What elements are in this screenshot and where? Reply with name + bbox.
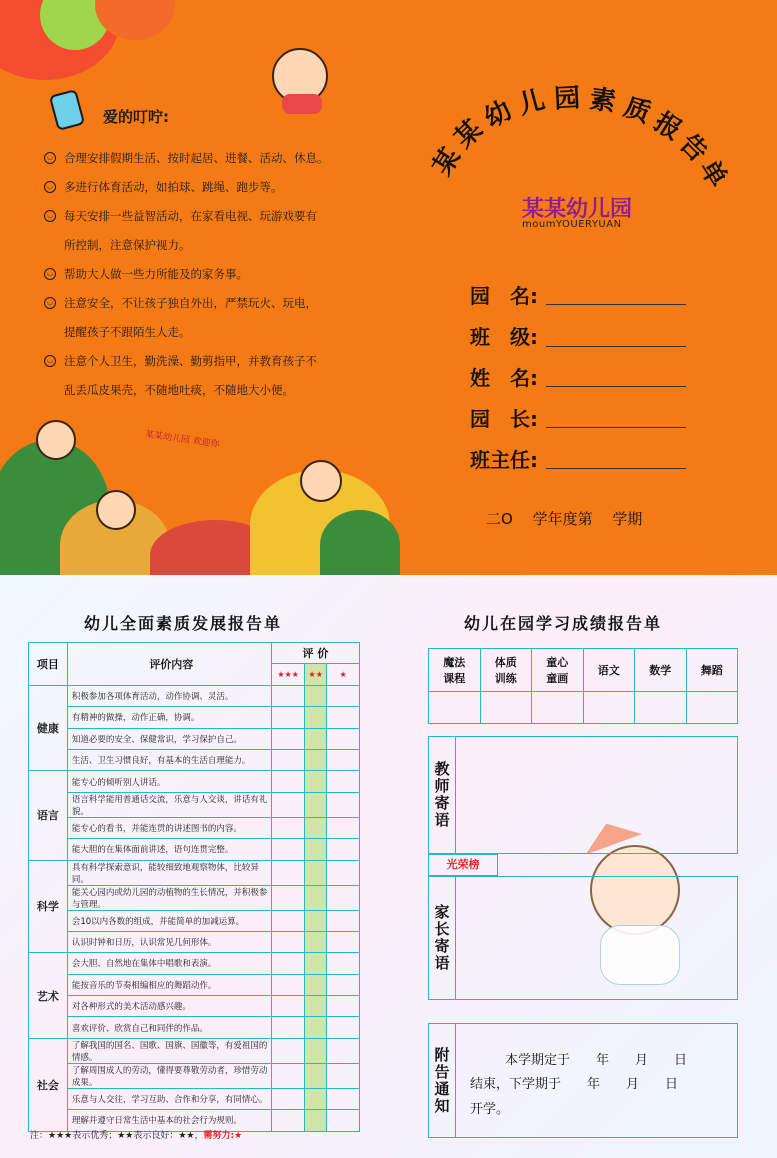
rating-cell[interactable] — [327, 885, 360, 910]
rating-cell[interactable] — [327, 707, 360, 728]
rating-cell[interactable] — [305, 771, 327, 792]
rating-cell[interactable] — [327, 771, 360, 792]
criteria-cell: 能大胆的在集体面前讲述，语句连贯完整。 — [67, 839, 271, 860]
grades-table — [428, 648, 738, 724]
rating-legend — [30, 1128, 242, 1141]
criteria-cell: 会大胆、自然地在集体中唱歌和表演。 — [67, 953, 271, 974]
rating-cell[interactable] — [271, 707, 305, 728]
rating-cell[interactable] — [327, 1063, 360, 1088]
title-char: 幼 — [479, 95, 518, 135]
category-cell: 语言 — [29, 771, 68, 860]
tip-text: 乱丢瓜皮果壳，不随地吐痰，不随地大小便。 — [64, 383, 294, 397]
table-row — [29, 771, 360, 792]
subject-row — [429, 649, 738, 692]
rating-cell[interactable] — [327, 1038, 360, 1063]
rating-cell[interactable] — [327, 860, 360, 885]
title-char: 某 — [427, 142, 467, 181]
field-input-line[interactable] — [546, 468, 686, 469]
rating-cell[interactable] — [271, 728, 305, 749]
rating-cell[interactable] — [271, 1063, 305, 1088]
rating-cell[interactable] — [327, 910, 360, 931]
table-row — [29, 996, 360, 1017]
parent-comment-label: 家长寄语 — [429, 877, 456, 999]
report-sheets — [0, 575, 777, 1158]
tip-item — [44, 260, 344, 289]
criteria-cell: 语言科学能用普通话交流，乐意与人交谈，讲话有礼貌。 — [67, 792, 271, 817]
score-cell[interactable] — [429, 692, 481, 724]
score-cell[interactable] — [480, 692, 532, 724]
criteria-cell: 具有科学探索意识，能较细致地观察物体，比较异同。 — [67, 860, 271, 885]
title-char: 质 — [619, 92, 655, 130]
rating-cell[interactable] — [305, 685, 327, 706]
tip-text: 每天安排一些益智活动，在家看电视、玩游戏要有 — [64, 209, 317, 223]
rating-cell[interactable] — [271, 860, 305, 885]
tip-item — [44, 376, 344, 405]
criteria-cell: 认识时钟和日历，认识常见几何形体。 — [67, 931, 271, 952]
rating-cell[interactable] — [327, 685, 360, 706]
header-eval: 评 价 — [271, 643, 359, 664]
rating-cell[interactable] — [271, 931, 305, 952]
rating-cell[interactable] — [271, 910, 305, 931]
welcome-sign: 某某幼儿园 欢迎你 — [144, 429, 220, 451]
field-input-line[interactable] — [546, 346, 686, 347]
criteria-cell: 对各种形式的美术活动感兴趣。 — [67, 996, 271, 1017]
criteria-cell: 生活、卫生习惯良好，有基本的生活自理能力。 — [67, 749, 271, 770]
title-char: 报 — [648, 107, 687, 147]
title-char: 某 — [448, 114, 489, 155]
field-input-line[interactable] — [546, 304, 686, 305]
tip-item — [44, 144, 344, 173]
rating-cell[interactable] — [305, 839, 327, 860]
tip-text: 多进行体育活动，如拍球、跳绳、跑步等。 — [64, 180, 283, 194]
rating-cell[interactable] — [327, 974, 360, 995]
table-row — [29, 1063, 360, 1088]
rating-cell[interactable] — [305, 974, 327, 995]
category-cell: 社会 — [29, 1038, 68, 1131]
subject-cell: 数学 — [635, 649, 687, 692]
legend-text: 注：★★★表示优秀；★★ — [30, 1131, 134, 1141]
tip-text: 所控制，注意保护视力。 — [64, 238, 191, 252]
table-row — [29, 1038, 360, 1063]
category-cell: 科学 — [29, 860, 68, 953]
criteria-cell: 积极参加各项体育活动，动作协调、灵活。 — [67, 685, 271, 706]
criteria-cell: 了解我国的国名、国歌、国旗、国徽等，有爱祖国的情感。 — [67, 1038, 271, 1063]
rating-cell[interactable] — [327, 931, 360, 952]
tip-item — [44, 318, 344, 347]
rating-cell[interactable] — [271, 885, 305, 910]
field-label: 园 名: — [470, 284, 538, 308]
tips-list — [44, 144, 344, 405]
notice-line: 本学期定于 年 月 日 — [505, 1053, 688, 1068]
rating-cell[interactable] — [271, 771, 305, 792]
subject-cell: 舞蹈 — [686, 649, 738, 692]
honor-roll-label: 光荣榜 — [428, 854, 498, 876]
rating-cell[interactable] — [271, 974, 305, 995]
category-cell: 艺术 — [29, 953, 68, 1039]
legend-star: ★ — [234, 1131, 243, 1141]
tip-text: 注意安全，不让孩子独自外出，严禁玩火、玩电， — [64, 296, 317, 310]
title-char: 素 — [587, 84, 618, 118]
smile-icon: ◡ — [44, 181, 56, 193]
table-row — [29, 953, 360, 974]
rating-cell[interactable] — [271, 996, 305, 1017]
title-char: 告 — [673, 128, 714, 169]
legend-text: 表示良好：★★， — [133, 1131, 204, 1141]
header-item: 项目 — [29, 643, 68, 686]
cover-page — [0, 0, 777, 575]
tip-item — [44, 347, 344, 376]
rating-cell[interactable] — [327, 839, 360, 860]
table-row — [29, 1088, 360, 1109]
title-char: 单 — [693, 154, 733, 193]
logo-subtitle: moumYOUERYUAN — [522, 219, 622, 230]
child-illustration — [36, 420, 76, 460]
child-illustration — [300, 460, 342, 502]
rating-cell[interactable] — [305, 728, 327, 749]
table-row — [29, 685, 360, 706]
tip-item — [44, 173, 344, 202]
criteria-cell: 喜欢评价、欣赏自己和同伴的作品。 — [67, 1017, 271, 1038]
score-cell[interactable] — [532, 692, 584, 724]
table-row — [29, 910, 360, 931]
bush-decor — [320, 510, 400, 575]
criteria-cell: 有精神的做操，动作正确，协调。 — [67, 707, 271, 728]
love-title: 爱的叮咛: — [103, 108, 169, 126]
criteria-cell: 能按音乐的节奏相编相应的舞蹈动作。 — [67, 974, 271, 995]
field-label: 班主任: — [470, 448, 538, 472]
tip-item — [44, 231, 344, 260]
table-row — [29, 860, 360, 885]
title-char: 园 — [553, 83, 581, 115]
rating-cell[interactable] — [327, 953, 360, 974]
rating-cell[interactable] — [305, 707, 327, 728]
notice-label: 附告通知 — [429, 1024, 456, 1137]
table-row — [29, 749, 360, 770]
criteria-cell: 能关心园内或幼儿园的动植物的生长情况，并积极参与管理。 — [67, 885, 271, 910]
smile-icon: ◡ — [44, 210, 56, 222]
rating-cell[interactable] — [305, 996, 327, 1017]
criteria-cell: 理解并遵守日常生活中基本的社会行为规则。 — [67, 1110, 271, 1131]
notice-line: 开学。 — [470, 1102, 510, 1117]
table-row — [29, 728, 360, 749]
subject-cell: 童心 童画 — [532, 649, 584, 692]
rating-cell[interactable] — [327, 792, 360, 817]
criteria-cell: 能专心的看书，并能连贯的讲述图书的内容。 — [67, 817, 271, 838]
category-cell: 健康 — [29, 685, 68, 771]
star-header: ★ — [327, 664, 360, 685]
rating-cell[interactable] — [327, 1110, 360, 1131]
rating-cell[interactable] — [305, 910, 327, 931]
rating-cell[interactable] — [271, 839, 305, 860]
table-row — [29, 931, 360, 952]
teacher-comment-box[interactable] — [428, 736, 738, 854]
table-row — [29, 792, 360, 817]
rating-cell[interactable] — [327, 749, 360, 770]
rating-cell[interactable] — [305, 931, 327, 952]
evaluation-table — [28, 642, 360, 1132]
score-cell[interactable] — [583, 692, 635, 724]
criteria-cell: 知道必要的安全、保健常识，学习保护自己。 — [67, 728, 271, 749]
smile-icon: ◡ — [44, 355, 56, 367]
rating-cell[interactable] — [327, 1017, 360, 1038]
table-row — [29, 974, 360, 995]
header-content: 评价内容 — [67, 643, 271, 686]
smile-icon: ◡ — [44, 297, 56, 309]
rating-cell[interactable] — [305, 953, 327, 974]
score-cell[interactable] — [635, 692, 687, 724]
teacher-comment-label: 教师寄语 — [429, 737, 456, 853]
score-cell[interactable] — [686, 692, 738, 724]
rating-cell[interactable] — [271, 1038, 305, 1063]
field-input-line[interactable] — [546, 427, 686, 428]
table-header-row — [29, 643, 360, 664]
score-row — [429, 692, 738, 724]
legend-text: 需努力: — [203, 1131, 235, 1141]
rating-cell[interactable] — [305, 1110, 327, 1131]
rating-cell[interactable] — [305, 1017, 327, 1038]
tip-text: 提醒孩子不跟陌生人走。 — [64, 325, 191, 339]
subject-cell: 体质 训练 — [480, 649, 532, 692]
child-illustration — [282, 94, 322, 114]
criteria-cell: 能专心的倾听别人讲话。 — [67, 771, 271, 792]
rating-cell[interactable] — [271, 1110, 305, 1131]
rating-cell[interactable] — [327, 817, 360, 838]
rating-cell[interactable] — [327, 1088, 360, 1109]
rating-cell[interactable] — [271, 685, 305, 706]
smile-icon: ◡ — [44, 268, 56, 280]
tip-item — [44, 202, 344, 231]
tip-text: 注意个人卫生，勤洗澡、勤剪指甲，并教育孩子不 — [64, 354, 317, 368]
smile-icon: ◡ — [44, 152, 56, 164]
star-header: ★★ — [305, 664, 327, 685]
field-label: 园 长: — [470, 407, 538, 431]
rating-cell[interactable] — [305, 792, 327, 817]
rating-cell[interactable] — [271, 953, 305, 974]
field-label: 班 级: — [470, 325, 538, 349]
tip-text: 合理安排假期生活、按时起居、进餐、活动、休息。 — [64, 151, 329, 165]
star-header: ★★★ — [271, 664, 305, 685]
rating-cell[interactable] — [305, 1038, 327, 1063]
rating-cell[interactable] — [271, 1088, 305, 1109]
rating-cell[interactable] — [305, 749, 327, 770]
table-row — [29, 1017, 360, 1038]
criteria-cell: 会10以内各数的组成，并能简单的加减运算。 — [67, 910, 271, 931]
table-row — [29, 839, 360, 860]
right-sheet-title: 幼儿在园学习成绩报告单 — [464, 614, 663, 633]
rating-cell[interactable] — [271, 817, 305, 838]
subject-cell: 语文 — [583, 649, 635, 692]
rating-cell[interactable] — [305, 885, 327, 910]
parent-comment-box[interactable] — [428, 876, 738, 1000]
child-illustration — [96, 490, 136, 530]
rating-cell[interactable] — [305, 1063, 327, 1088]
mascot-icon — [49, 89, 85, 131]
left-sheet-title: 幼儿全面素质发展报告单 — [84, 614, 283, 633]
rating-cell[interactable] — [271, 792, 305, 817]
rating-cell[interactable] — [305, 860, 327, 885]
subject-cell: 魔法 课程 — [429, 649, 481, 692]
notice-line: 结束，下学期于 年 月 日 — [470, 1077, 679, 1092]
table-row — [29, 707, 360, 728]
table-row — [29, 885, 360, 910]
rating-cell[interactable] — [327, 728, 360, 749]
kindergarten-logo: 某某幼儿园 — [522, 197, 633, 222]
rating-cell[interactable] — [327, 996, 360, 1017]
rating-cell[interactable] — [305, 817, 327, 838]
rating-cell[interactable] — [271, 749, 305, 770]
field-label: 姓 名: — [470, 366, 538, 390]
tip-text: 帮助大人做一些力所能及的家务事。 — [64, 267, 248, 281]
report-title — [427, 80, 750, 200]
title-char: 儿 — [515, 85, 549, 121]
tip-item — [44, 289, 344, 318]
table-row — [29, 817, 360, 838]
criteria-cell: 了解周围成人的劳动，懂得要尊敬劳动者，珍惜劳动成果。 — [67, 1063, 271, 1088]
criteria-cell: 乐意与人交往，学习互助、合作和分享，有同情心。 — [67, 1088, 271, 1109]
rating-cell[interactable] — [305, 1088, 327, 1109]
term-line: 二O 学年度第 学期 — [486, 510, 643, 528]
field-input-line[interactable] — [546, 386, 686, 387]
rating-cell[interactable] — [271, 1017, 305, 1038]
